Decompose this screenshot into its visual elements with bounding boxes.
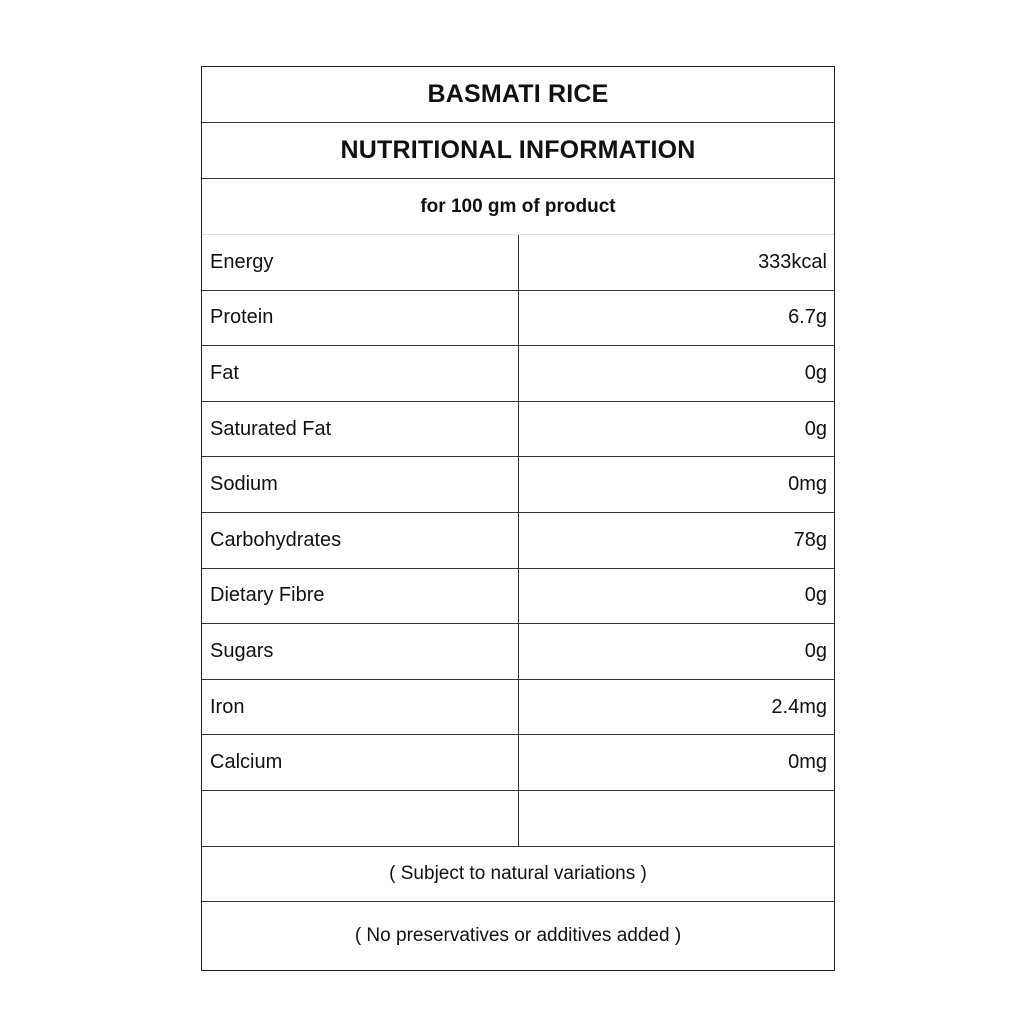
nutrient-row-saturated-fat xyxy=(202,402,834,458)
nutrient-amount: 0g xyxy=(804,361,827,384)
nutrient-name: Saturated Fat xyxy=(202,402,519,457)
nutrient-name: Calcium xyxy=(202,735,519,790)
nutrient-name: Carbohydrates xyxy=(202,513,519,568)
nutrient-row-fat xyxy=(202,346,834,402)
nutrient-amount: 0g xyxy=(804,584,827,607)
nutrient-name: Dietary Fibre xyxy=(202,569,519,624)
nutrient-amount: 2.4mg xyxy=(771,695,827,718)
nutrient-list xyxy=(202,235,834,847)
nutrient-amount: 6.7g xyxy=(788,306,827,329)
nutrient-row-carbohydrates xyxy=(202,513,834,569)
additive-note: ( No preservatives or additives added ) xyxy=(354,925,682,946)
nutrient-name xyxy=(202,791,519,846)
serving-basis: for 100 gm of product xyxy=(202,179,834,235)
nutrient-amount: 0mg xyxy=(788,751,827,774)
nutrient-row-calcium xyxy=(202,735,834,791)
nutrient-amount: 333kcal xyxy=(758,250,827,273)
nutrient-name: Energy xyxy=(202,235,519,290)
nutrient-name: Fat xyxy=(202,346,519,401)
nutrient-name: Iron xyxy=(202,680,519,735)
nutrient-row-empty xyxy=(202,791,834,847)
nutrient-amount: 0g xyxy=(804,639,827,662)
nutrient-amount: 78g xyxy=(793,528,827,551)
variation-note: ( Subject to natural variations ) xyxy=(202,846,834,902)
nutrition-label-table xyxy=(201,66,835,971)
nutrient-row-energy xyxy=(202,235,834,291)
nutrient-amount: 0mg xyxy=(788,473,827,496)
nutrient-row-sugars xyxy=(202,624,834,680)
nutrient-row-protein xyxy=(202,291,834,347)
nutrient-row-sodium xyxy=(202,457,834,513)
nutrient-amount: 0g xyxy=(804,417,827,440)
product-title: BASMATI RICE xyxy=(202,67,834,123)
nutrient-row-dietary-fibre xyxy=(202,569,834,625)
nutrient-name: Sugars xyxy=(202,624,519,679)
nutrient-name: Sodium xyxy=(202,457,519,512)
nutrient-amount xyxy=(519,791,834,846)
nutrient-name: Protein xyxy=(202,291,519,346)
nutrient-row-iron xyxy=(202,680,834,736)
nutrition-heading: NUTRITIONAL INFORMATION xyxy=(202,123,834,179)
